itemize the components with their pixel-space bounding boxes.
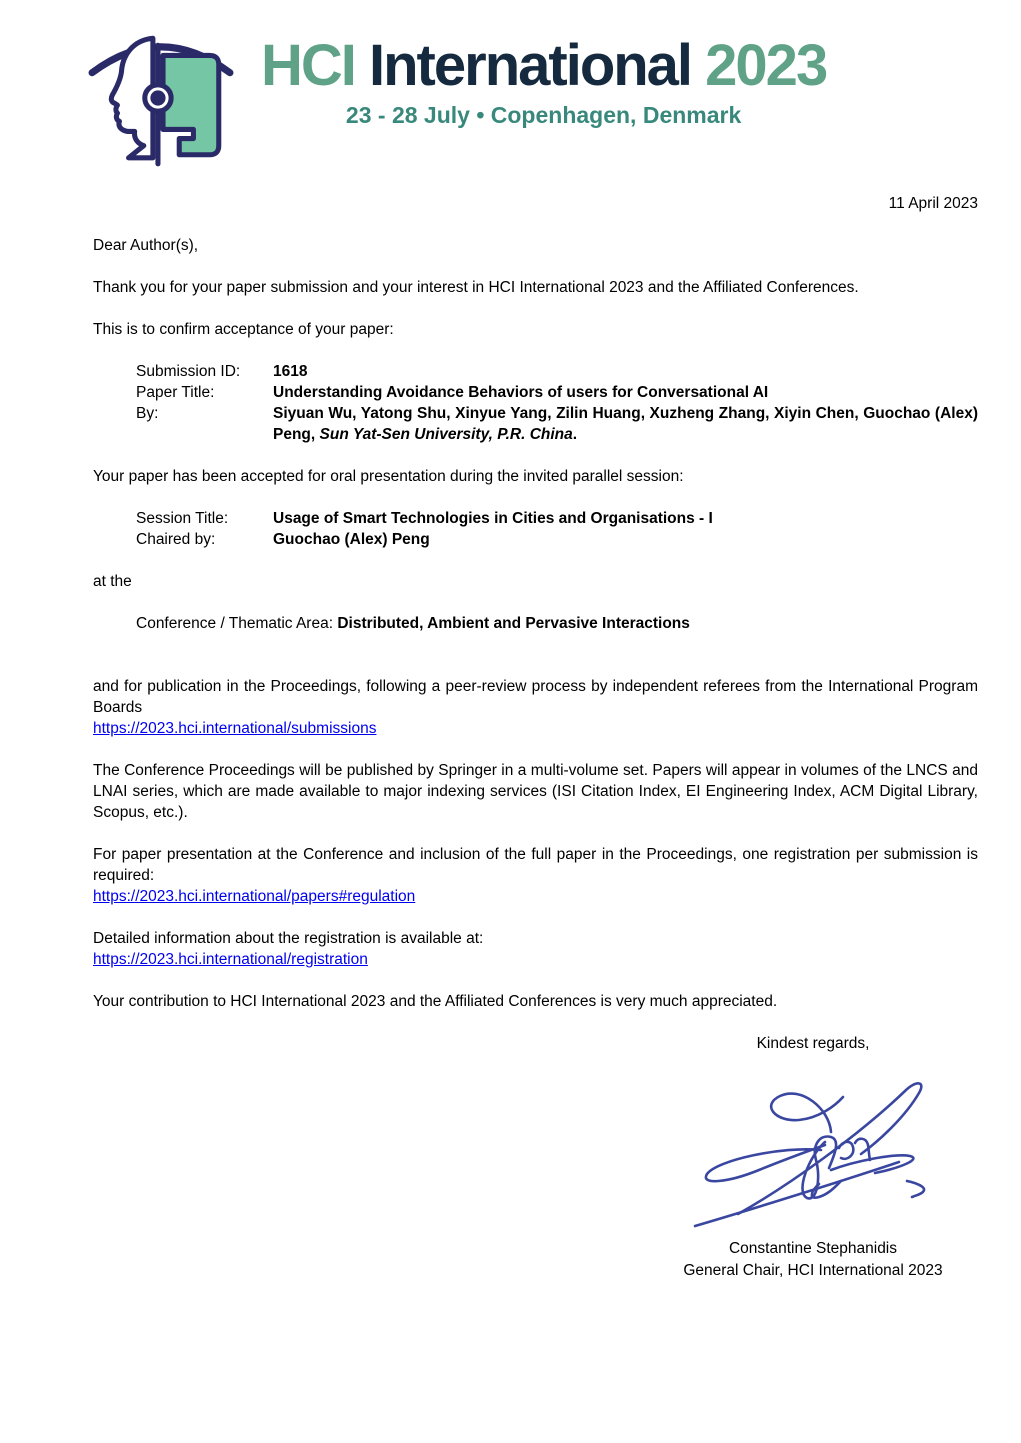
proceedings-paragraph: The Conference Proceedings will be published by Springer in a multi-volume set. Papers will appear in volumes of the LNCS and LNAI series, which are made available to major indexing services (ISI Citation Index, EI Engineering Index, ACM Digital Library, Scopus, etc.).	[93, 762, 978, 821]
confirm-paragraph: This is to confirm acceptance of your paper:	[93, 321, 394, 338]
logo-header	[85, 25, 978, 167]
authors-row	[136, 403, 978, 445]
thematic-area-label: Conference / Thematic Area:	[136, 615, 338, 632]
registration-requirement-text: For paper presentation at the Conference and inclusion of the full paper in the Proceedings, one registration per submission is required:	[93, 846, 978, 884]
thematic-area-value: Distributed, Ambient and Pervasive Interactions	[337, 615, 690, 632]
publication-text: and for publication in the Proceedings, following a peer-review process by independent referees from the International Program Boards	[93, 678, 978, 716]
registration-info-text: Detailed information about the registration is available at:	[93, 930, 484, 947]
submission-id-label: Submission ID:	[136, 363, 241, 380]
session-title-row	[136, 508, 978, 529]
chaired-by-label: Chaired by:	[136, 531, 216, 548]
intro-paragraph: Thank you for your paper submission and your interest in HCI International 2023 and the Affiliated Conferences.	[93, 279, 859, 296]
authors-period: .	[572, 426, 578, 443]
appreciation-paragraph: Your contribution to HCI International 2023 and the Affiliated Conferences is very much appreciated.	[93, 993, 778, 1010]
logo-text	[261, 25, 826, 129]
authors-names: Siyuan Wu, Yatong Shu, Xinyue Yang, Zilin Huang, Xuzheng Zhang, Xiyin Chen, Guochao (Alex) Peng,	[273, 405, 978, 443]
logo-title-international: International	[369, 33, 692, 98]
at-the-line: at the	[93, 573, 132, 590]
closing-line: Kindest regards,	[756, 1035, 870, 1052]
authors-affiliation: Sun Yat-Sen University, P.R. China	[319, 426, 573, 443]
papers-regulation-link[interactable]: https://2023.hci.international/papers#regulation	[93, 888, 416, 905]
session-details	[93, 508, 978, 550]
paper-title-label: Paper Title:	[136, 384, 215, 401]
chaired-by-value: Guochao (Alex) Peng	[273, 531, 430, 548]
authors-value	[273, 403, 978, 445]
chaired-by-row	[136, 529, 978, 550]
logo-title-year: 2023	[705, 33, 827, 98]
submissions-link[interactable]: https://2023.hci.international/submissions	[93, 720, 377, 737]
publication-paragraph	[93, 676, 978, 739]
logo-title	[261, 33, 827, 98]
submission-details	[93, 361, 978, 445]
signer-role: General Chair, HCI International 2023	[683, 1262, 943, 1279]
session-title-label: Session Title:	[136, 510, 229, 527]
registration-link[interactable]: https://2023.hci.international/registration	[93, 951, 368, 968]
authors-label: By:	[136, 405, 159, 422]
accepted-line: Your paper has been accepted for oral presentation during the invited parallel session:	[93, 468, 684, 485]
closing-block	[623, 1033, 1003, 1282]
thematic-area-line	[136, 613, 978, 634]
paper-title-value: Understanding Avoidance Behaviors of users for Conversational AI	[273, 384, 769, 401]
handwritten-signature	[683, 1064, 943, 1234]
paper-title-row	[136, 382, 978, 403]
logo-subtitle: 23 - 28 July • Copenhagen, Denmark	[345, 102, 742, 128]
greeting: Dear Author(s),	[93, 237, 199, 254]
signer-name: Constantine Stephanidis	[728, 1240, 898, 1257]
session-title-value: Usage of Smart Technologies in Cities and Organisations - I	[273, 510, 713, 527]
submission-id-row	[136, 361, 978, 382]
registration-info-paragraph	[93, 928, 978, 970]
hci-head-logo-icon	[85, 25, 237, 167]
registration-requirement-paragraph	[93, 844, 978, 907]
logo-title-hci: HCI	[261, 33, 355, 98]
submission-id-value: 1618	[273, 363, 308, 380]
letter-date: 11 April 2023	[888, 195, 978, 212]
